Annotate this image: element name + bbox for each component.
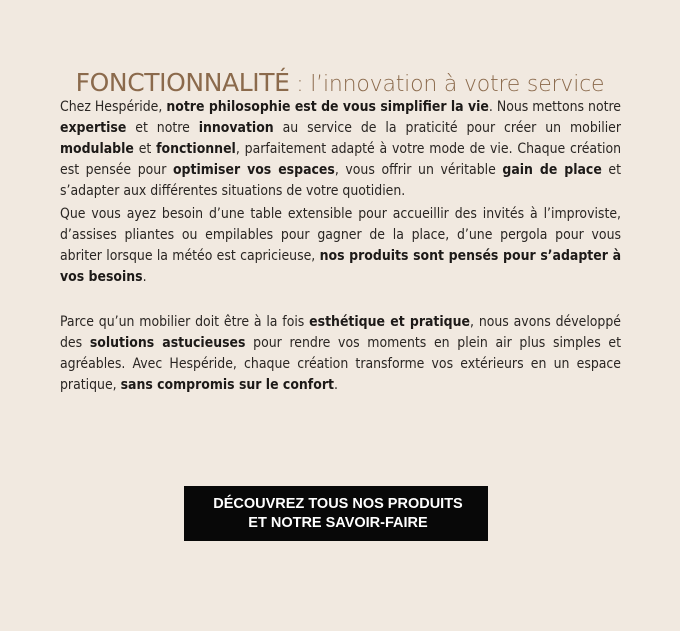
paragraph-philosophy xyxy=(60,97,621,202)
discover-products-button-line1: DÉCOUVREZ TOUS NOS PRODUITS xyxy=(213,495,463,512)
body-text: . xyxy=(142,269,147,285)
body-text: Chez Hespéride, xyxy=(60,99,167,115)
body-text: , parfaitement adapté à votre mode de vie. Chaque création est pensée pour xyxy=(60,141,622,178)
emphasis-text: modulable xyxy=(60,141,134,157)
body-text: Parce qu’un mobilier doit être à la fois xyxy=(60,314,310,330)
body-text: au service de la praticité pour créer un mobilier xyxy=(273,120,621,136)
emphasis-text: expertise xyxy=(60,120,127,136)
body-text: et notre xyxy=(126,120,199,136)
body-text: . Nous mettons notre xyxy=(488,99,621,115)
paragraph-aesthetics xyxy=(60,312,621,396)
body-text: , vous offrir un véritable xyxy=(334,162,503,178)
emphasis-text: gain de place xyxy=(502,162,602,178)
section-title-subtitle: : l’innovation à votre service xyxy=(289,71,605,97)
emphasis-text: innovation xyxy=(198,120,274,136)
section-title-main: FONCTIONNALITÉ xyxy=(75,67,290,97)
emphasis-text: nos produits sont pensés pour s’adapter à vos besoins xyxy=(60,248,621,285)
emphasis-text: solutions astucieuses xyxy=(89,335,246,351)
body-text: Que vous ayez besoin d’une table extensible pour accueillir des invités à l’improviste, d’assises pliantes ou empilables pour gagner de la place, d’une pergola pour vous abriter lorsque la météo est capricieuse, xyxy=(60,206,621,264)
body-text: . xyxy=(333,377,338,393)
emphasis-text: fonctionnel xyxy=(156,141,236,157)
discover-products-button[interactable] xyxy=(184,486,488,541)
description-text xyxy=(60,97,621,396)
body-text: pour rendre vos moments en plein air plus simples et agréables. Avec Hespéride, chaque création transforme vos extérieurs en un espace pratique, xyxy=(60,335,621,393)
body-text: et s’adapter aux différentes situations de votre quotidien. xyxy=(60,162,621,199)
body-text: et xyxy=(133,141,157,157)
paragraph-needs xyxy=(60,204,621,288)
emphasis-text: sans compromis sur le confort xyxy=(120,377,334,393)
emphasis-text: optimiser vos espaces xyxy=(172,162,335,178)
section-title xyxy=(0,68,680,97)
emphasis-text: notre philosophie est de vous simplifier la vie xyxy=(166,99,489,115)
discover-products-button-line2: ET NOTRE SAVOIR-FAIRE xyxy=(248,514,428,531)
emphasis-text: esthétique et pratique xyxy=(309,314,471,330)
body-text: , nous avons développé des xyxy=(60,314,621,351)
